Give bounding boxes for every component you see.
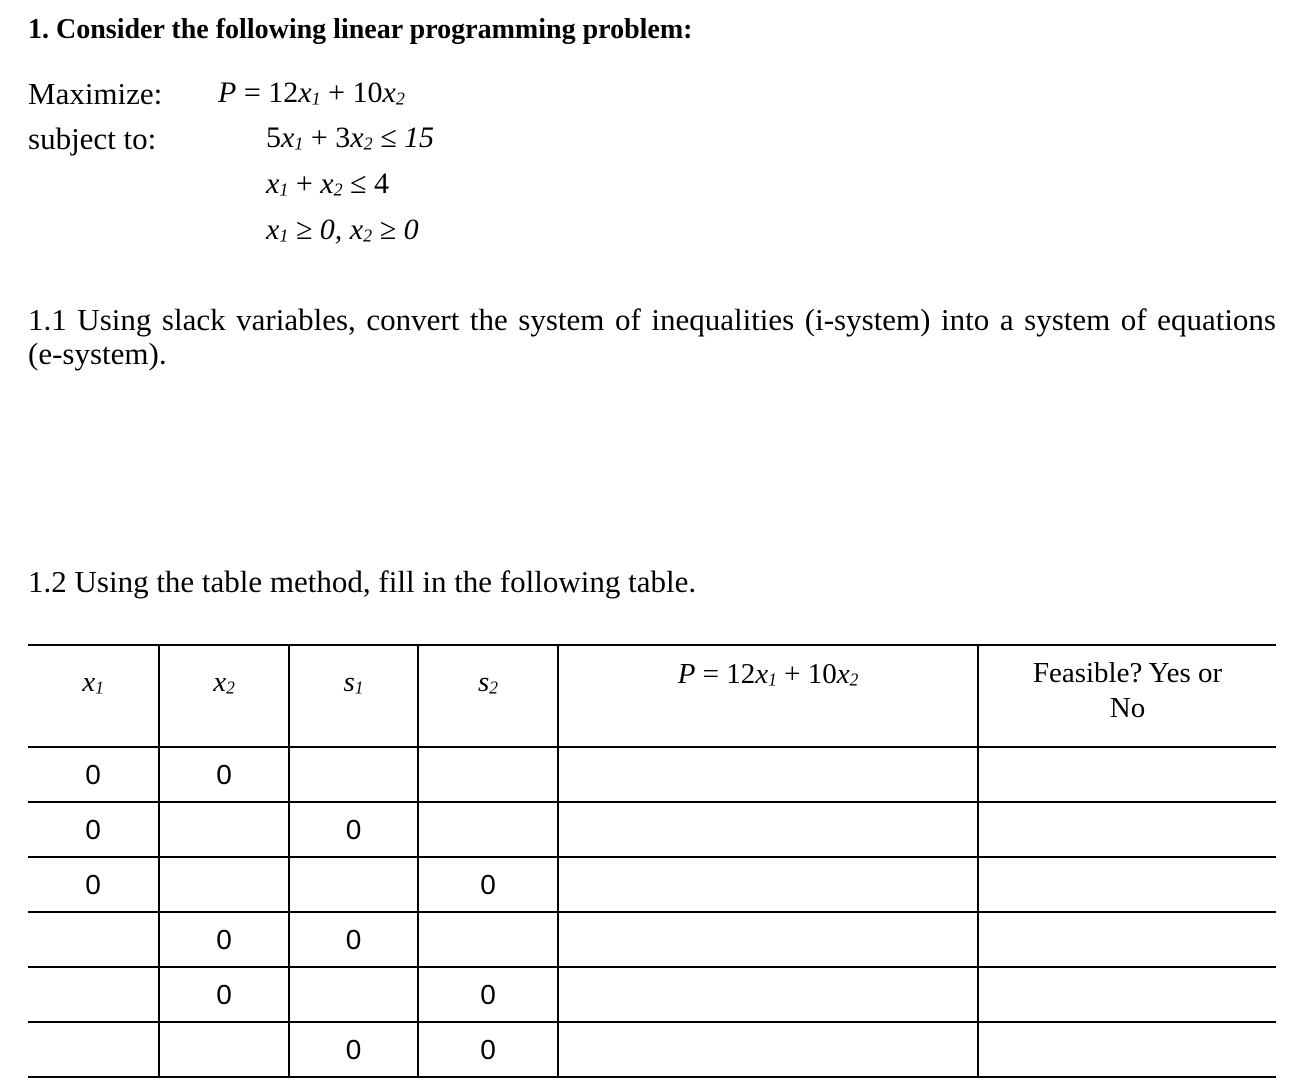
objective-function: $P = 12x_1 + 10x_2$ (218, 76, 405, 109)
nonnegativity-constraint: $x_1 \ge 0$, $x_2 \ge 0$ (266, 213, 419, 246)
table-row (28, 912, 1276, 967)
cell-feasible[interactable] (978, 747, 1276, 802)
table-row (28, 967, 1276, 1022)
problem-heading: 1. Consider the following linear programming problem: (28, 14, 693, 45)
cell-feasible[interactable] (978, 857, 1276, 912)
cell-s1[interactable]: 0 (289, 802, 418, 857)
table-row (28, 802, 1276, 857)
cell-feasible[interactable] (978, 1022, 1276, 1077)
header-feasible: Feasible? Yes or No (978, 645, 1276, 747)
table-row (28, 747, 1276, 802)
cell-feasible[interactable] (978, 912, 1276, 967)
header-x1: $x_1$ (28, 645, 159, 747)
cell-x2[interactable] (159, 802, 289, 857)
cell-objective[interactable] (558, 747, 978, 802)
cell-x1[interactable] (28, 912, 159, 967)
cell-x1[interactable]: 0 (28, 857, 159, 912)
cell-feasible[interactable] (978, 967, 1276, 1022)
cell-s1[interactable]: 0 (289, 912, 418, 967)
cell-s1[interactable] (289, 857, 418, 912)
constraint-2: $x_1 + x_2 \le 4$ (266, 167, 390, 200)
cell-x1[interactable] (28, 1022, 159, 1077)
question-1-1: 1.1 Using slack variables, convert the system of inequalities (i-system) into a system of equations (e-system). (28, 302, 1276, 371)
header-x2: $x_2$ (159, 645, 289, 747)
table-row (28, 1022, 1276, 1077)
cell-x2[interactable]: 0 (159, 912, 289, 967)
cell-feasible[interactable] (978, 802, 1276, 857)
constraint-1: $5x_1 + 3x_2 \le 15$ (266, 121, 435, 154)
cell-objective[interactable] (558, 912, 978, 967)
maximize-label: Maximize: (28, 76, 163, 111)
header-objective: $P = 12x_1 + 10x_2$ (558, 645, 978, 747)
cell-s2[interactable] (418, 912, 558, 967)
cell-x2[interactable]: 0 (159, 967, 289, 1022)
cell-objective[interactable] (558, 1022, 978, 1077)
cell-objective[interactable] (558, 857, 978, 912)
cell-objective[interactable] (558, 967, 978, 1022)
cell-s2[interactable]: 0 (418, 1022, 558, 1077)
cell-x2[interactable] (159, 857, 289, 912)
header-s2: $s_2$ (418, 645, 558, 747)
cell-s2[interactable] (418, 747, 558, 802)
header-s1: $s_1$ (289, 645, 418, 747)
cell-s2[interactable] (418, 802, 558, 857)
table-row (28, 857, 1276, 912)
cell-objective[interactable] (558, 802, 978, 857)
cell-x2[interactable] (159, 1022, 289, 1077)
cell-s2[interactable]: 0 (418, 967, 558, 1022)
question-1-2: 1.2 Using the table method, fill in the following table. (28, 564, 697, 599)
cell-x2[interactable]: 0 (159, 747, 289, 802)
cell-s1[interactable] (289, 967, 418, 1022)
table-header-row (28, 645, 1276, 747)
subject-to-label: subject to: (28, 121, 157, 156)
cell-x1[interactable] (28, 967, 159, 1022)
cell-x1[interactable]: 0 (28, 747, 159, 802)
solution-table (28, 644, 1276, 1078)
cell-s2[interactable]: 0 (418, 857, 558, 912)
cell-x1[interactable]: 0 (28, 802, 159, 857)
cell-s1[interactable] (289, 747, 418, 802)
cell-s1[interactable]: 0 (289, 1022, 418, 1077)
